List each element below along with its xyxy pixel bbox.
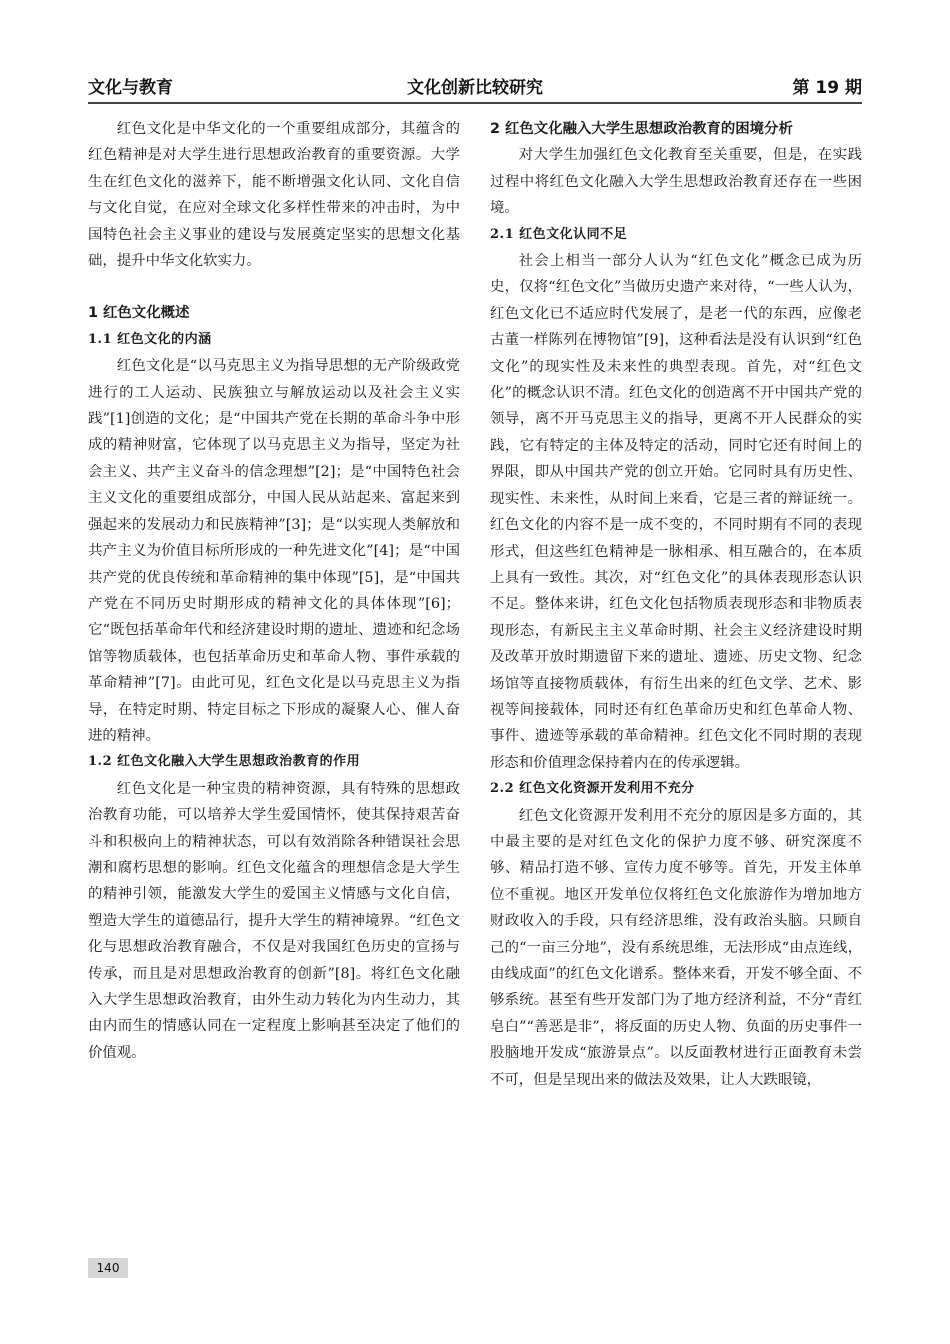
paragraph-2-2: 红色文化资源开发利用不充分的原因是多方面的，其中最主要的是对红色文化的保护力度不够、研究深度不够、精品打造不够、宣传力度不够等。首先，开发主体单位不重视。地区开发单位仅将红色文化旅游作为增加地方财政收入的手段，只有经济思维，没有政治头脑。只顾自己的“一亩三分地”，没有系统思维，无法形成“由点连线，由线成面”的红色文化谱系。整体来看，开发不够全面、不够系统。甚至有些开发部门为了地方经济利益，不分“青红皂白”“善恶是非”，将反面的历史人物、负面的历史事件一股脑地开发成“旅游景点”。以反面教材进行正面教育未尝不可，但是呈现出来的做法及效果，让人大跌眼镜， [490, 807, 862, 1088]
journal-title: 文化创新比较研究 [407, 78, 543, 98]
subsection-heading-2-1: 2.1 红色文化认同不足 [490, 226, 628, 242]
section-label: 文化与教育 [88, 78, 173, 98]
left-column [88, 116, 460, 1066]
paragraph-1-1: 红色文化是“以马克思主义为指导思想的无产阶级政党进行的工人运动、民族独立与解放运动以及社会主义实践”[1]创造的文化；是“中国共产党在长期的革命斗争中形成的精神财富，它体现了以马克思主义为指导，坚定为社会主义、共产主义奋斗的信念理想”[2]；是“中国特色社会主义文化的重要组成部分，中国人民从站起来、富起来到强起来的发展动力和民族精神”[3]；是“以实现人类解放和共产主义为价值目标所形成的一种先进文化”[4]；是“中国共产党的优良传统和革命精神的集中体现”[5]，是“中国共产党在不同历史时期形成的精神文化的具体体现”[6]；它“既包括革命年代和经济建设时期的遗址、遗迹和纪念场馆等物质载体，也包括革命历史和革命人物、事件承载的革命精神”[7]。由此可见，红色文化是以马克思主义为指导，在特定时期、特定目标之下形成的凝聚人心、催人奋进的精神。 [88, 358, 460, 744]
section-heading-2: 2 红色文化融入大学生思想政治教育的困境分析 [490, 121, 793, 137]
right-column [490, 116, 862, 1093]
issue-label: 第 19 期 [792, 78, 862, 98]
section-gap [88, 274, 460, 300]
section-2-intro: 对大学生加强红色文化教育至关重要，但是，在实践过程中将红色文化融入大学生思想政治教育还存在一些困境。 [490, 147, 862, 217]
page-number: 140 [88, 1258, 128, 1278]
subsection-heading-1-2: 1.2 红色文化融入大学生思想政治教育的作用 [88, 754, 361, 770]
section-heading-1: 1 红色文化概述 [88, 305, 190, 322]
intro-paragraph: 红色文化是中华文化的一个重要组成部分，其蕴含的红色精神是对大学生进行思想政治教育的重要资源。大学生在红色文化的滋养下，能不断增强文化认同、文化自信与文化自觉，在应对全球文化多样性带来的冲击时，为中国特色社会主义事业的建设与发展奠定坚实的思想文化基础，提升中华文化软实力。 [88, 121, 460, 270]
header-rule [88, 102, 862, 104]
paragraph-1-2: 红色文化是一种宝贵的精神资源，具有特殊的思想政治教育功能，可以培养大学生爱国情怀，使其保持艰苦奋斗和积极向上的精神状态，可以有效消除各种错误社会思潮和腐朽思想的影响。红色文化蕴含的理想信念是大学生的精神引领，能激发大学生的爱国主义情感与文化自信，塑造大学生的道德品行，提升大学生的精神境界。“红色文化与思想政治教育融合，不仅是对我国红色历史的宣扬与传承，而且是对思想政治教育的创新”[8]。将红色文化融入大学生思想政治教育，由外生动力转化为内生动力，其由内而生的情感认同在一定程度上影响甚至决定了他们的价值观。 [88, 780, 460, 1061]
subsection-heading-1-1: 1.1 红色文化的内涵 [88, 331, 212, 347]
paragraph-2-1: 社会上相当一部分人认为“红色文化”概念已成为历史，仅将“红色文化”当做历史遗产来对待，“一些人认为，红色文化已不适应时代发展了，是老一代的东西，应像老古董一样陈列在博物馆”[9]，这种看法是没有认识到“红色文化”的现实性及未来性的典型表现。首先，对“红色文化”的概念认识不清。红色文化的创造离不开中国共产党的领导，离不开马克思主义的指导，更离不开人民群众的实践，它有特定的主体及特定的活动，同时它还有时间上的界限，即从中国共产党的创立开始。它同时具有历史性、现实性、未来性，从时间上来看，它是三者的辩证统一。红色文化的内容不是一成不变的，不同时期有不同的表现形式，但这些红色精神是一脉相承、相互融合的，在本质上具有一致性。其次，对“红色文化”的具体表现形态认识不足。整体来讲，红色文化包括物质表现形态和非物质表现形态，有新民主主义革命时期、社会主义经济建设时期及改革开放时期遗留下来的遗址、遗迹、历史文物、纪念场馆等直接物质载体，有衍生出来的红色文学、艺术、影视等间接载体，同时还有红色革命历史和红色革命人物、事件、遗迹等承载的革命精神。红色文化不同时期的表现形态和价值理念保持着内在的传承逻辑。 [490, 253, 862, 771]
subsection-heading-2-2: 2.2 红色文化资源开发利用不充分 [490, 781, 695, 797]
